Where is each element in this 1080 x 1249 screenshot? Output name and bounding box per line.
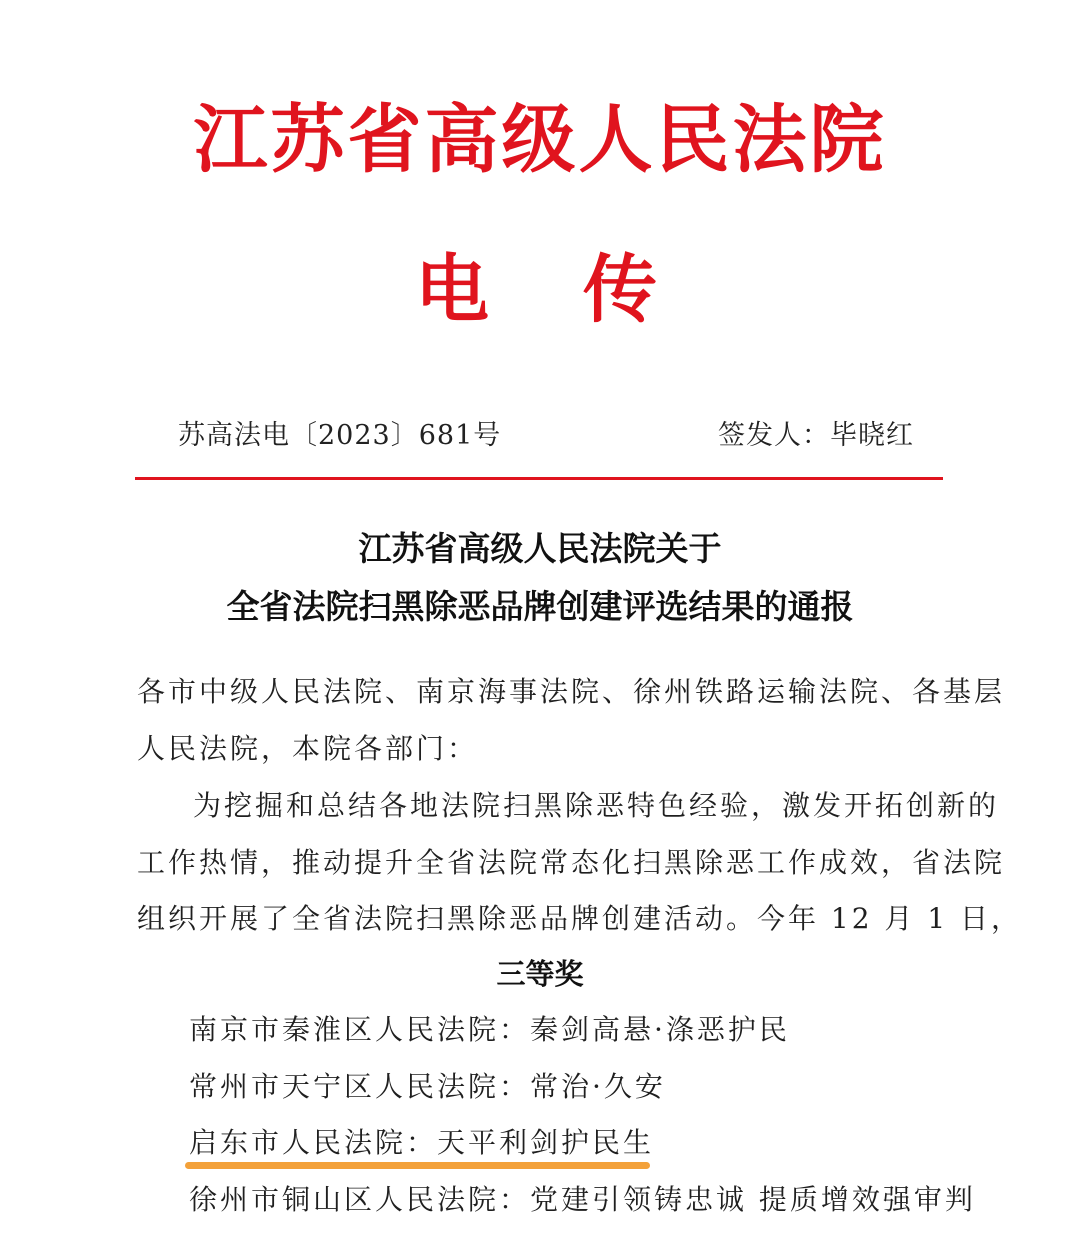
award-winner-highlighted: 启东市人民法院：天平利剑护民生 [189, 1126, 655, 1159]
award-winner: 常州市天宁区人民法院：常治·久安 [189, 1070, 666, 1103]
masthead-doc-type-char-2: 传 [583, 247, 657, 333]
award-heading: 三等奖 [496, 957, 584, 991]
red-divider [135, 477, 943, 480]
issuer: 签发人：毕晓红 [718, 420, 914, 451]
notice-title-line-2: 全省法院扫黑除恶品牌创建评选结果的通报 [226, 587, 854, 626]
award-winner: 南京市秦淮区人民法院：秦剑高悬·涤恶护民 [189, 1013, 790, 1046]
masthead-doc-type-char-1: 电 [415, 247, 489, 333]
notice-title-line-1: 江苏省高级人民法院关于 [358, 529, 722, 568]
document-number: 苏高法电〔2023〕681号 [178, 420, 502, 451]
addressees-line-2: 人民法院，本院各部门： [137, 732, 479, 765]
masthead-organization: 江苏省高级人民法院 [193, 97, 887, 183]
award-winner: 徐州市铜山区人民法院：党建引领铸忠诚 提质增效强审判 [189, 1183, 976, 1216]
paragraph-line-1: 为挖掘和总结各地法院扫黑除恶特色经验，激发开拓创新的 [193, 789, 1000, 822]
addressees-line-1: 各市中级人民法院、南京海事法院、徐州铁路运输法院、各基层 [137, 675, 1006, 708]
highlight-underline [185, 1162, 650, 1169]
paragraph-line-3: 组织开展了全省法院扫黑除恶品牌创建活动。今年 12 月 1 日， [137, 902, 1023, 935]
paragraph-line-2: 工作热情，推动提升全省法院常态化扫黑除恶工作成效，省法院 [137, 846, 1006, 879]
